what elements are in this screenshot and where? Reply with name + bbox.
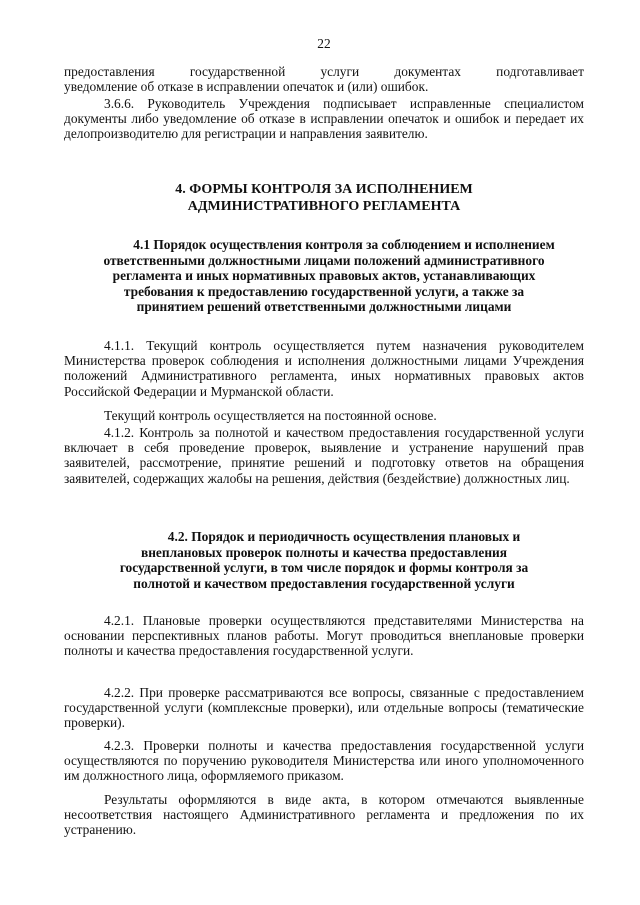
paragraph-4-2-1: 4.2.1. Плановые проверки осуществляются представителями Министерства на основании перспективных планов работы. Могут проводиться внеплановые проверки полноты и качества предоставления государственной услуги. <box>64 613 584 659</box>
document-page <box>64 0 584 905</box>
heading-line: ответственными должностными лицами положений административного <box>103 252 545 268</box>
word: подготавливает <box>496 64 584 79</box>
word: государственной <box>189 64 286 79</box>
section-title-line: АДМИНИСТРАТИВНОГО РЕГЛАМЕНТА <box>187 199 461 214</box>
heading-line: требования к предоставлению государственной услуги, а также за <box>123 283 525 299</box>
section-title-line: 4. ФОРМЫ КОНТРОЛЯ ЗА ИСПОЛНЕНИЕМ <box>175 182 473 197</box>
paragraph-4-2-2: 4.2.2. При проверке рассматриваются все вопросы, связанные с предоставлением государственной услуги (комплексные проверки), или отдельные вопросы (тематические проверки). <box>64 685 584 731</box>
word: предоставления <box>64 64 155 79</box>
heading-line: 4.1 Порядок осуществления контроля за соблюдением и исполнением <box>133 237 555 252</box>
paragraph-current-control: Текущий контроль осуществляется на постоянной основе. <box>104 408 437 423</box>
heading-line: регламента и иных нормативных правовых актов, устанавливающих <box>112 268 536 284</box>
paragraph-4-1-2: 4.1.2. Контроль за полнотой и качеством предоставления государственной услуги включает в себя проведение проверок, выявление и устранение нарушений прав заявителей, рассмотрение, принятие решений и подготовку ответов на обращения заявителей, содержащих жалобы на решения, действия (бездействие) должностных лиц. <box>64 425 584 486</box>
paragraph-4-1-1: 4.1.1. Текущий контроль осуществляется путем назначения руководителем Министерства проверок соблюдения и исполнения должностными лицами Учреждения положений Административного регламента, иных нормативных правовых актов Российской Федерации и Мурманской области. <box>64 338 584 399</box>
paragraph-3-6-6: 3.6.6. Руководитель Учреждения подписывает исправленные специалистом документы либо уведомление об отказе в исправлении опечаток и ошибок и передает их делопроизводителю для регистрации и направления заявителю. <box>64 96 584 142</box>
subsection-4-1-heading <box>64 237 584 315</box>
heading-line: государственной услуги, в том числе порядок и формы контроля за <box>119 560 529 576</box>
intro-paragraph <box>64 64 584 94</box>
heading-line: 4.2. Порядок и периодичность осуществления плановых и <box>167 529 521 544</box>
subsection-4-2-heading <box>64 529 584 591</box>
intro-line-1 <box>64 64 584 79</box>
heading-line: внеплановых проверок полноты и качества предоставления <box>140 544 508 560</box>
heading-line: полнотой и качеством предоставления государственной услуги <box>133 575 515 591</box>
heading-line: принятием решений ответственными должностными лицами <box>136 299 512 315</box>
word: услуги <box>320 64 360 79</box>
section-4-title <box>64 181 584 215</box>
intro-line-2: уведомление об отказе в исправлении опечаток и (или) ошибок. <box>64 79 429 95</box>
paragraph-results: Результаты оформляются в виде акта, в котором отмечаются выявленные несоответствия настоящего Административного регламента и предложения по их устранению. <box>64 792 584 838</box>
paragraph-4-2-3: 4.2.3. Проверки полноты и качества предоставления государственной услуги осуществляются по поручению руководителя Министерства или иного уполномоченного им должностного лица, оформляемого приказом. <box>64 738 584 784</box>
page-number: 22 <box>317 36 331 51</box>
word: документах <box>394 64 461 79</box>
